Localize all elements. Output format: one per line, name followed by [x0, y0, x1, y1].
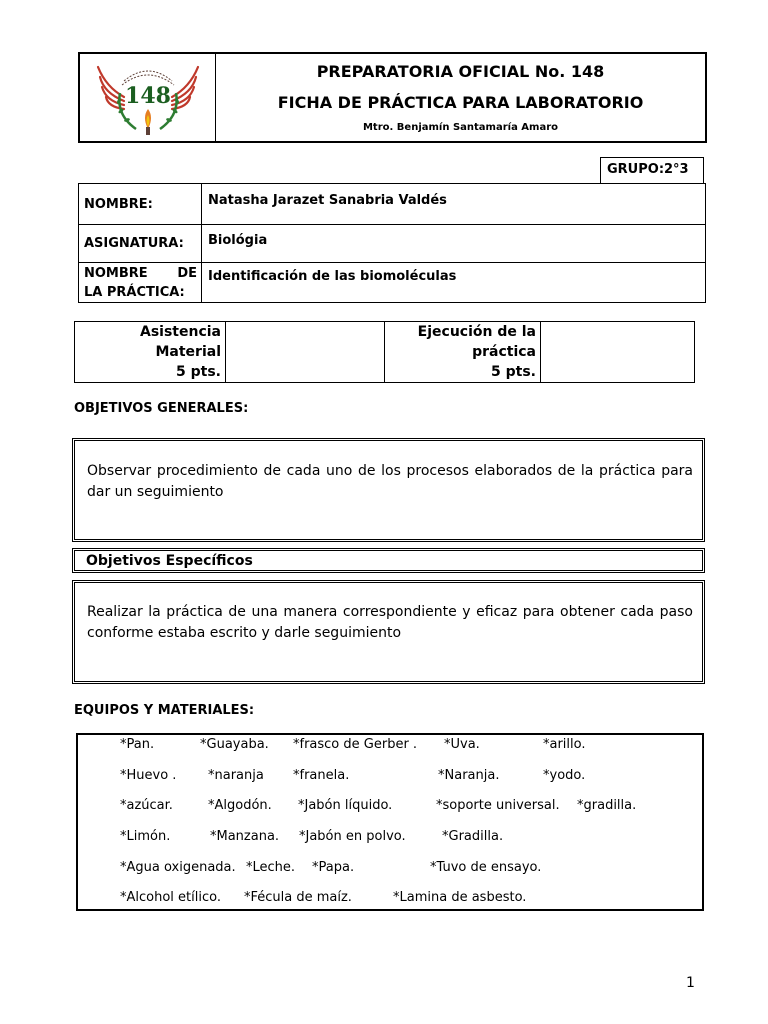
material-item: *Naranja.: [438, 768, 500, 783]
material-item: *Agua oxigenada.: [120, 860, 236, 875]
ejecucion-label: [385, 322, 541, 383]
material-item: *Leche.: [246, 860, 296, 875]
material-item: *franela.: [293, 768, 350, 783]
material-item: *Algodón.: [208, 798, 272, 813]
material-item: *Fécula de maíz.: [244, 890, 352, 905]
teacher-name: Mtro. Benjamín Santamaría Amaro: [362, 122, 559, 133]
practica-label: [79, 263, 202, 303]
header-text: [216, 54, 705, 141]
nombre-value: Natasha Jarazet Sanabria Valdés: [202, 184, 706, 225]
ejecucion-line3: 5 pts.: [491, 364, 536, 380]
grupo-field: GRUPO:2°3: [600, 157, 704, 184]
objetivos-especificos-box: [72, 580, 705, 684]
material-item: *Tuvo de ensayo.: [430, 860, 542, 875]
materiales-box: [76, 733, 704, 911]
materiales-title: EQUIPOS Y MATERIALES:: [74, 703, 255, 718]
material-item: *Pan.: [120, 737, 155, 752]
asistencia-line3: 5 pts.: [176, 364, 221, 380]
material-item: *Lamina de asbesto.: [393, 890, 527, 905]
ejecucion-line2: práctica: [472, 344, 536, 360]
material-item: *gradilla.: [577, 798, 637, 813]
objetivos-especificos-text: Realizar la práctica de una manera correspondiente y eficaz para obtener cada paso conforme estaba escrito y darle seguimiento: [87, 604, 693, 641]
page-number: 1: [686, 975, 695, 991]
asignatura-label: ASIGNATURA:: [79, 225, 202, 263]
table-row: [75, 322, 695, 383]
school-logo: [94, 57, 202, 139]
asignatura-value: Biológia: [202, 225, 706, 263]
objetivos-generales-box: [72, 438, 705, 542]
school-name: PREPARATORIA OFICIAL No. 148: [316, 62, 605, 81]
objetivos-generales-text: Observar procedimiento de cada uno de los procesos elaborados de la práctica para dar un seguimiento: [87, 463, 693, 500]
asistencia-label: [75, 322, 226, 383]
material-item: *Papa.: [312, 860, 355, 875]
table-row: [79, 225, 706, 263]
material-item: *Jabón en polvo.: [299, 829, 406, 844]
practica-label-line2: LA PRÁCTICA:: [84, 285, 185, 300]
material-item: *naranja: [208, 768, 264, 783]
material-item: *Jabón líquido.: [298, 798, 393, 813]
logo-number: 148: [125, 83, 171, 109]
material-item: *Uva.: [444, 737, 480, 752]
material-item: *arillo.: [543, 737, 586, 752]
practica-value: Identificación de las biomoléculas: [202, 263, 706, 303]
objetivos-especificos-header: [72, 548, 705, 573]
asistencia-line1: Asistencia: [140, 324, 221, 340]
material-item: *frasco de Gerber .: [293, 737, 418, 752]
student-info-table: [78, 183, 706, 303]
objetivos-especificos-title: Objetivos Específicos: [86, 553, 253, 569]
score-table: [74, 321, 695, 383]
logo-cell: [80, 54, 216, 141]
material-item: *Huevo .: [120, 768, 177, 783]
material-item: *yodo.: [543, 768, 586, 783]
material-item: *Limón.: [120, 829, 171, 844]
ejecucion-score-cell: [541, 322, 695, 383]
objetivos-generales-title: OBJETIVOS GENERALES:: [74, 401, 249, 416]
header-box: [78, 52, 707, 143]
material-item: *azúcar.: [120, 798, 173, 813]
asistencia-score-cell: [226, 322, 385, 383]
table-row: [79, 184, 706, 225]
material-item: *soporte universal.: [436, 798, 560, 813]
asistencia-line2: Material: [155, 344, 221, 360]
ejecucion-line1: Ejecución de la: [417, 324, 536, 340]
document-title: FICHA DE PRÁCTICA PARA LABORATORIO: [277, 93, 644, 112]
material-item: *Manzana.: [210, 829, 280, 844]
material-item: *Alcohol etílico.: [120, 890, 221, 905]
nombre-label: NOMBRE:: [79, 184, 202, 225]
practica-label-line1: NOMBRE DE: [84, 266, 197, 281]
material-item: *Guayaba.: [200, 737, 269, 752]
table-row: [79, 263, 706, 303]
material-item: *Gradilla.: [442, 829, 504, 844]
